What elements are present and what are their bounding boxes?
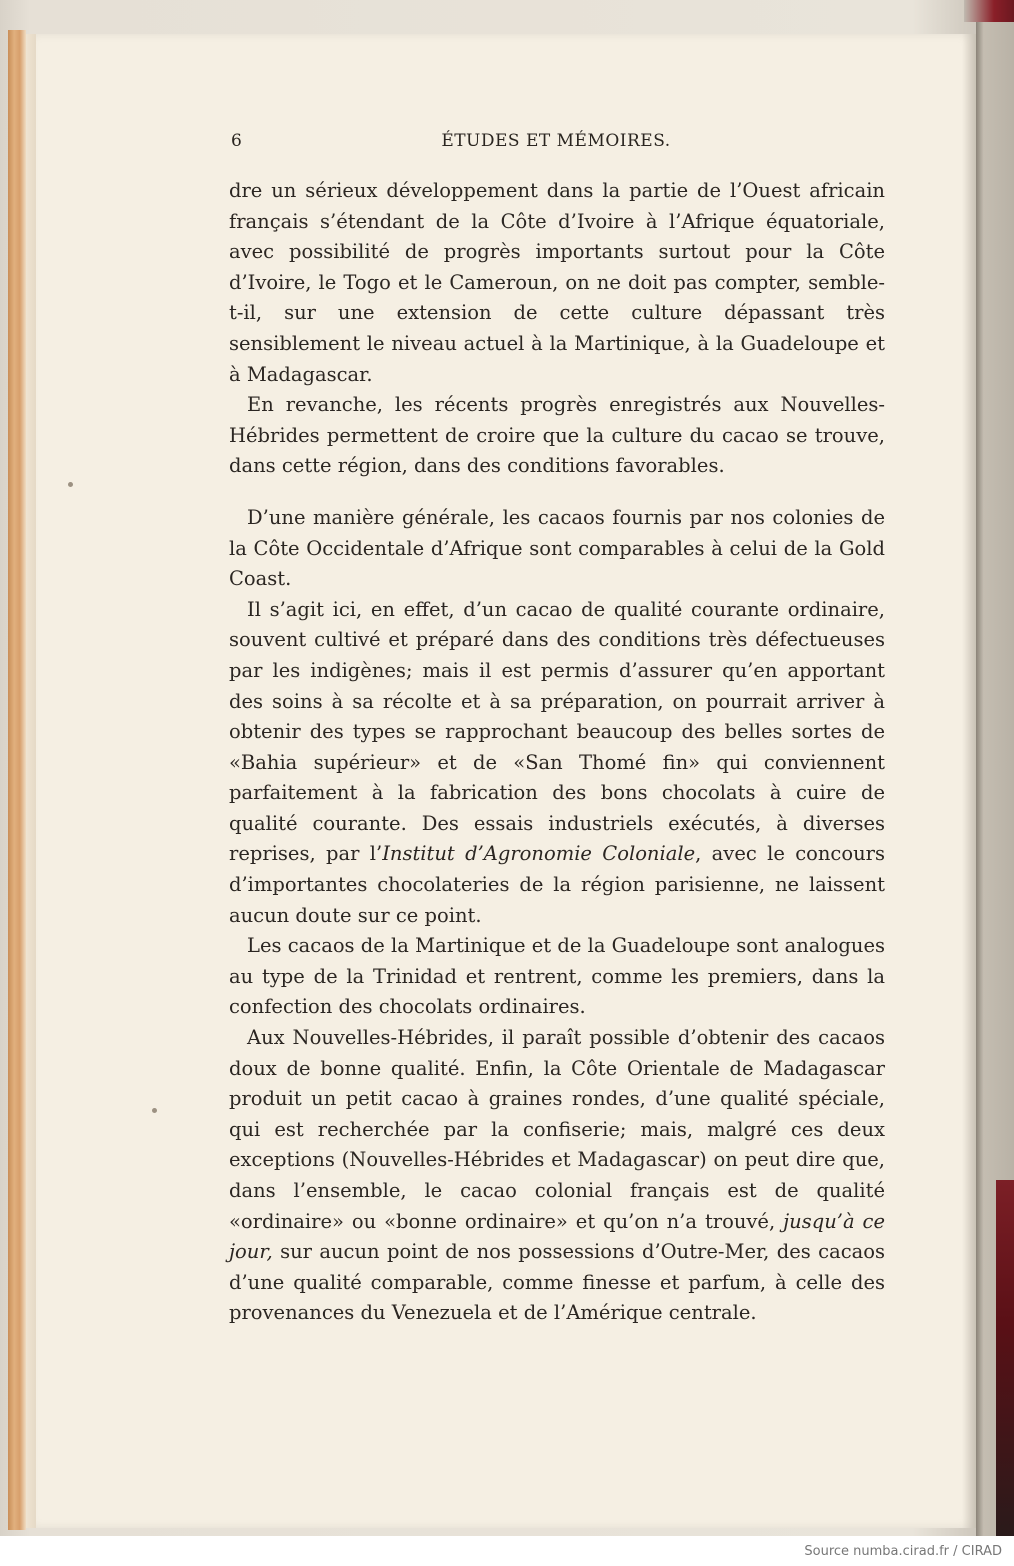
paragraph: [229, 595, 885, 932]
binding-cover-red: [996, 1180, 1014, 1536]
italic-institution-name: Institut d’Agronomie Coloniale: [382, 842, 696, 866]
body-text: [229, 176, 885, 1329]
running-title: ÉTUDES ET MÉMOIRES.: [441, 131, 671, 151]
paragraph: En revanche, les récents progrès enregistrés aux Nouvelles-Hébrides permettent de croire que la culture du cacao se trouve, dans cette région, dans des conditions favorables.: [229, 393, 885, 478]
paragraph-text: Il s’agit ici, en effet, d’un cacao de qualité courante ordinaire, souvent cultivé et préparé dans des conditions très défectueuses par les indigènes; mais il est permis d’assurer qu’en apportant des soins à sa récolte et à sa préparation, on pourrait arriver à obtenir des types se rapprochant beaucoup des belles sortes de «Bahia supérieur» et de «San Thomé fin» qui conviennent parfaitement à la fabrication des bons chocolats à cuire de qualité courante. Des essais industriels exécutés, à diverses reprises, par l’: [229, 597, 885, 866]
paragraph: dre un sérieux développement dans la partie de l’Ouest africain français s’étendant de la Côte d’Ivoire à l’Afrique équatoriale, avec possibilité de progrès importants surtout pour la Côte d’Ivoire, le Togo et le Cameroun, on ne doit pas compter, semble-t-il, sur une extension de cette culture dépassant très sensiblement le niveau actuel à la Martinique, à la Guadeloupe et à Madagascar.: [229, 179, 885, 386]
paragraph: Les cacaos de la Martinique et de la Guadeloupe sont analogues au type de la Trinidad et rentrent, comme les premiers, dans la confection des chocolats ordinaires.: [229, 934, 885, 1019]
page-stack-edge-left: [8, 30, 26, 1530]
paragraph-text: , avec le concours d’importantes chocolateries de la région parisienne, ne laissent aucun doute sur ce point.: [229, 842, 885, 927]
italic-phrase: jusqu’à ce jour,: [229, 1209, 885, 1264]
paragraph: D’une manière générale, les cacaos fournis par nos colonies de la Côte Occidentale d’Afrique sont comparables à celui de la Gold Coast.: [229, 505, 885, 591]
paragraph-text: sur aucun point de nos possessions d’Outre-Mer, des cacaos d’une qualité comparable, comme finesse et parfum, à celle des provenances du Venezuela et de l’Amérique centrale.: [229, 1240, 885, 1325]
page-number: 6: [231, 131, 243, 151]
page-header: [231, 131, 881, 161]
paragraph-text: Aux Nouvelles-Hébrides, il paraît possible d’obtenir des cacaos doux de bonne qualité. Enfin, la Côte Orientale de Madagascar produit un petit cacao à graines rondes, d’une qualité spéciale, qui est recherchée par la confiserie; mais, malgré ces deux exceptions (Nouvelles-Hébrides et Madagascar) on peut dire que, dans l’ensemble, le cacao colonial français est de qualité «ordinaire» ou «bonne ordinaire» et qu’on n’a trouvé,: [229, 1026, 885, 1233]
paper-speck: [68, 482, 73, 487]
paper-speck: [152, 1108, 157, 1113]
source-credit: Source numba.cirad.fr / CIRAD: [804, 1544, 1002, 1559]
binding-top-corner: [964, 0, 1014, 22]
source-footer: [0, 1536, 1014, 1566]
paragraph: [229, 1023, 885, 1329]
